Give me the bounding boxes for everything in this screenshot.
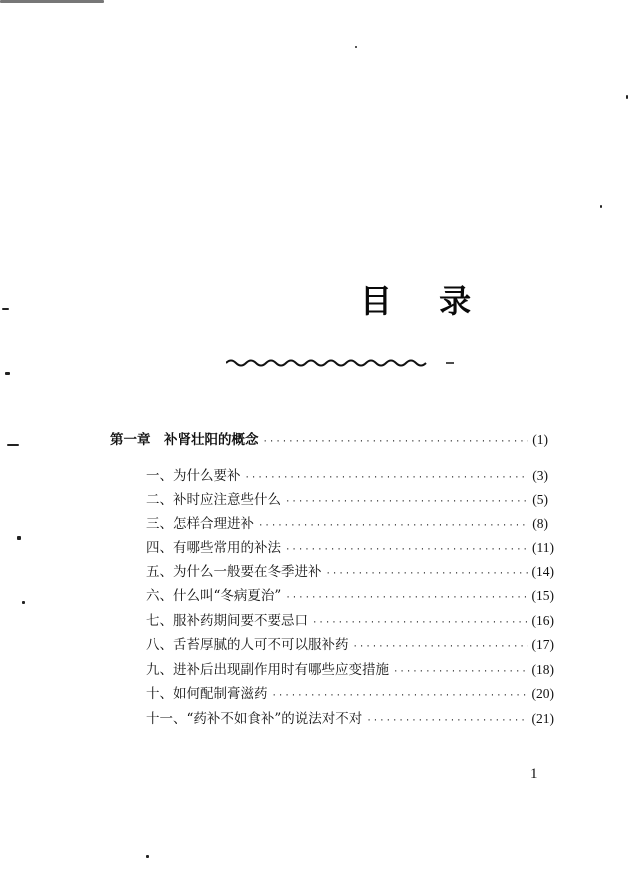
- folio-page-number: 1: [530, 766, 538, 782]
- entry-title: 三、怎样合理进补: [146, 516, 254, 532]
- toc-entry[interactable]: [146, 660, 554, 682]
- scan-speck: [17, 536, 21, 540]
- toc-chapter[interactable]: [110, 430, 548, 452]
- leader-dots: [245, 468, 529, 488]
- leader-dots: [258, 516, 528, 536]
- leader-dots: [326, 564, 528, 584]
- entry-title: 四、有哪些常用的补法: [146, 540, 281, 556]
- scan-speck: [0, 0, 104, 3]
- entry-title: 九、进补后出现副作用时有哪些应变措施: [146, 662, 389, 678]
- leader-dots: [263, 432, 529, 452]
- entry-title: 八、舌苔厚腻的人可不可以服补药: [146, 637, 349, 653]
- toc-entry[interactable]: [146, 611, 554, 633]
- wavy-rule: [226, 356, 456, 370]
- toc-entry[interactable]: [146, 538, 554, 560]
- toc-entry[interactable]: [146, 635, 554, 657]
- toc-entry[interactable]: [146, 466, 548, 488]
- page-number: (15): [531, 588, 554, 603]
- page-number: (20): [531, 686, 554, 701]
- scan-speck: [600, 205, 602, 208]
- page-number: (21): [531, 711, 554, 726]
- entry-title: 六、什么叫“冬病夏治”: [146, 588, 282, 604]
- leader-dots: [366, 711, 527, 731]
- entry-title: 五、为什么一般要在冬季进补: [146, 564, 322, 580]
- page-title: 目 录: [360, 282, 490, 320]
- page-number: (3): [532, 468, 548, 483]
- leader-dots: [312, 613, 528, 633]
- leader-dots: [285, 540, 528, 560]
- page-number: (14): [531, 564, 554, 579]
- scan-speck: [5, 372, 10, 375]
- page-number: (17): [531, 637, 554, 652]
- leader-dots: [272, 686, 528, 706]
- page-number: (8): [532, 516, 548, 531]
- toc-entry[interactable]: [146, 586, 554, 608]
- entry-title: 十一、“药补不如食补”的说法对不对: [146, 711, 363, 727]
- scan-speck: [22, 601, 25, 604]
- leader-dots: [353, 637, 528, 657]
- leader-dots: [285, 588, 527, 608]
- page-number: (1): [532, 432, 548, 447]
- leader-dots: [393, 662, 528, 682]
- scan-speck: [7, 444, 19, 446]
- chapter-title: 第一章 补肾壮阳的概念: [110, 432, 259, 448]
- toc-entry[interactable]: [146, 709, 554, 731]
- toc-entry[interactable]: [146, 684, 554, 706]
- entry-title: 十、如何配制膏滋药: [146, 686, 268, 702]
- leader-dots: [285, 492, 528, 512]
- scan-speck: [2, 308, 9, 310]
- page-number: (11): [532, 540, 554, 555]
- toc-entry[interactable]: [146, 514, 548, 536]
- page-number: (5): [532, 492, 548, 507]
- scan-speck: [146, 855, 149, 858]
- entry-title: 一、为什么要补: [146, 468, 241, 484]
- toc-entry[interactable]: [146, 562, 554, 584]
- page-number: (16): [531, 613, 554, 628]
- page-number: (18): [531, 662, 554, 677]
- toc-entry[interactable]: [146, 490, 548, 512]
- scan-speck: [626, 95, 628, 99]
- entry-title: 二、补时应注意些什么: [146, 492, 281, 508]
- scan-speck: [355, 46, 357, 48]
- entry-title: 七、服补药期间要不要忌口: [146, 613, 308, 629]
